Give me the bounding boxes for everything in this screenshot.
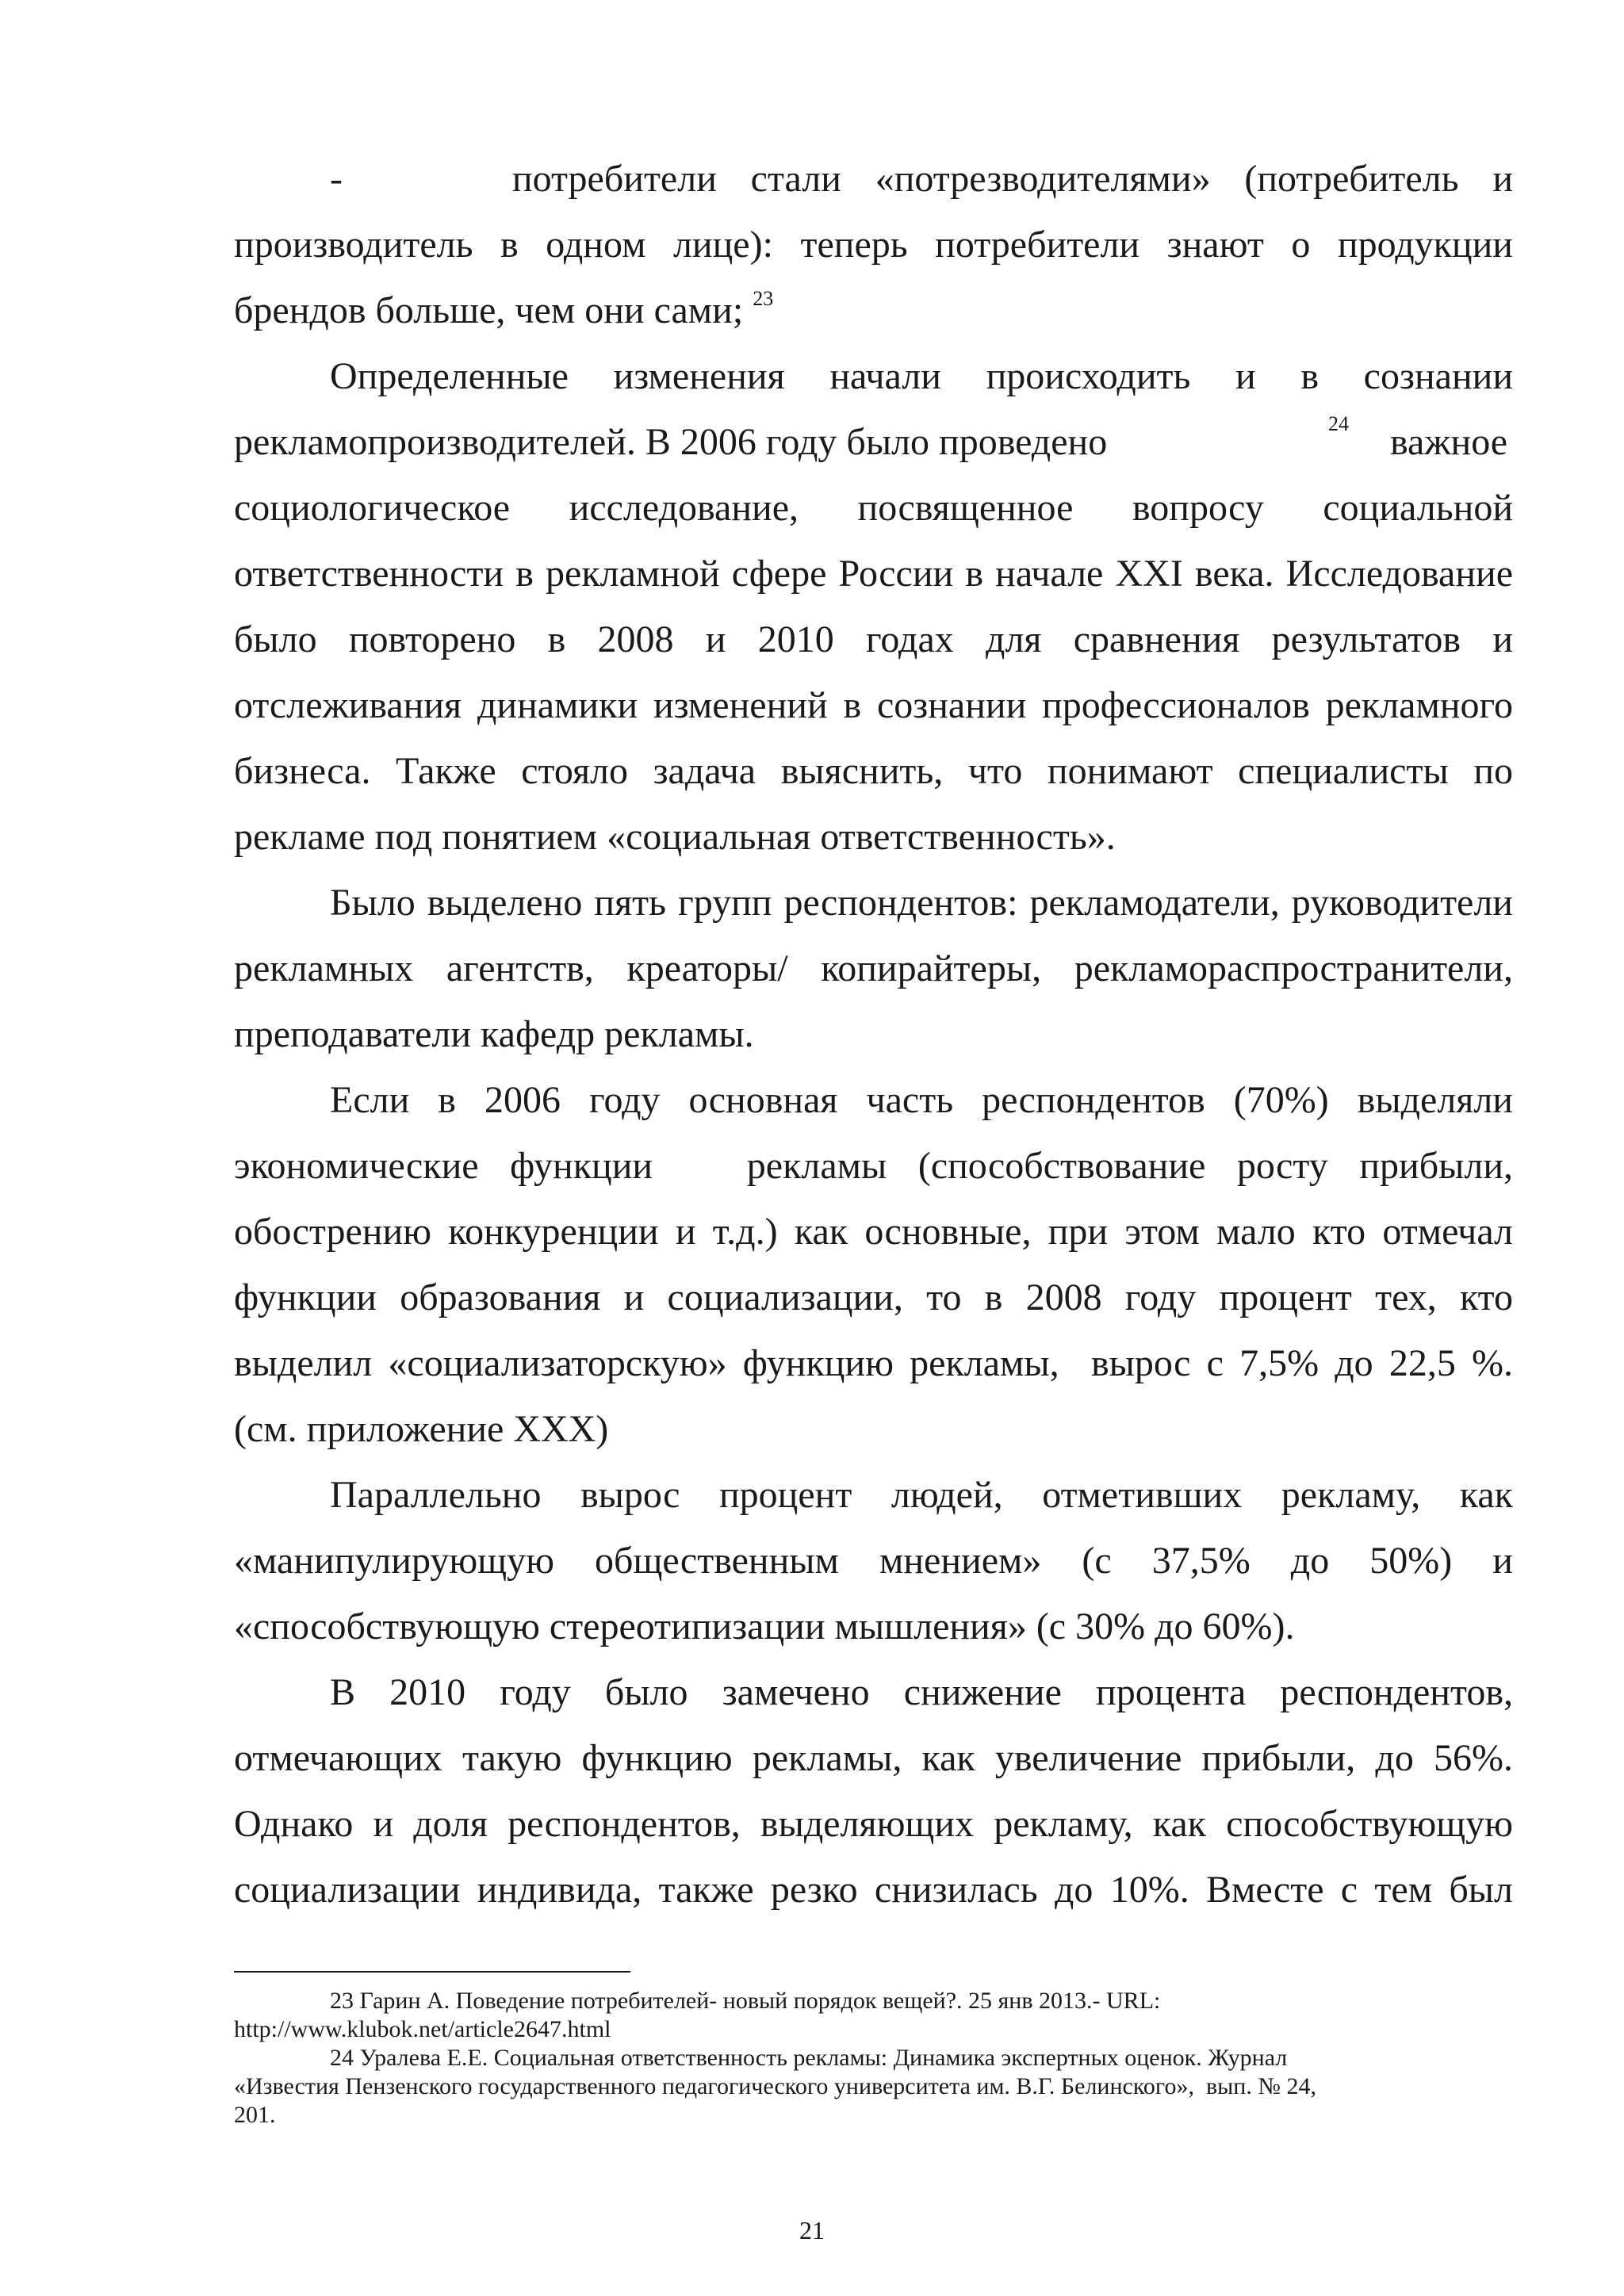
body-line: экономические функции рекламы (способствование росту прибыли,: [234, 1145, 1513, 1187]
body-line: В 2010 году было замечено снижение процента респондентов,: [330, 1671, 1513, 1713]
body-line: - потребители стали «потрезводителями» (потребитель и: [330, 158, 1513, 200]
body-line: «манипулирующую общественным мнением» (с 37,5% до 50%) и: [234, 1540, 1513, 1582]
body-line: рекламопроизводителей. В 2006 году было проведено: [234, 421, 1108, 463]
footnote-23-url: http://www.klubok.net/article2647.html: [234, 2016, 611, 2042]
footnote-ref-23: 23: [753, 287, 774, 310]
footnote-24-cont: «Известия Пензенского государственного педагогического университета им. В.Г. Белинского», вып. № 24,: [234, 2073, 1316, 2099]
body-line: рекламе под понятием «социальная ответственность».: [234, 816, 1116, 858]
body-line: [234, 287, 1513, 335]
body-line: Определенные изменения начали происходить и в сознании: [330, 355, 1513, 397]
page-number: 21: [799, 2216, 825, 2244]
body-line: функции образования и социализации, то в 2008 году процент тех, кто: [234, 1276, 1513, 1318]
body-line: было повторено в 2008 и 2010 годах для сравнения результатов и: [234, 618, 1513, 660]
body-line: отмечающих такую функцию рекламы, как увеличение прибыли, до 56%.: [234, 1737, 1513, 1779]
body-line: Однако и доля респондентов, выделяющих рекламу, как способствующую: [234, 1803, 1513, 1845]
body-line-text: брендов больше, чем они сами;: [234, 289, 744, 331]
body-line: важное: [1390, 421, 1508, 463]
footnote-24: 24 Уралева Е.Е. Социальная ответственность рекламы: Динамика экспертных оценок. Журнал: [330, 2045, 1288, 2071]
body-line: Если в 2006 году основная часть респондентов (70%) выделяли: [330, 1079, 1513, 1121]
body-line: обострению конкуренции и т.д.) как основные, при этом мало кто отмечал: [234, 1211, 1513, 1253]
footnote-ref-24: 24: [1328, 412, 1349, 435]
body-line: «способствующую стереотипизации мышления» (с 30% до 60%).: [234, 1605, 1295, 1647]
body-line: производитель в одном лице): теперь потребители знают о продукции: [234, 224, 1513, 266]
footnote-separator: [234, 1971, 630, 1973]
body-line: социологическое исследование, посвященное вопросу социальной: [234, 487, 1513, 529]
body-line: выделил «социализаторскую» функцию рекламы, вырос с 7,5% до 22,5 %.: [234, 1342, 1513, 1384]
body-line: преподаватели кафедр рекламы.: [234, 1013, 754, 1055]
footnote-23: 23 Гарин А. Поведение потребителей- новый порядок вещей?. 25 янв 2013.- URL:: [330, 1988, 1161, 2014]
body-line: (см. приложение XXX): [234, 1408, 609, 1450]
body-line: ответственности в рекламной сфере России в начале XXI века. Исследование: [234, 553, 1513, 595]
body-line: социализации индивида, также резко снизилась до 10%. Вместе с тем был: [234, 1869, 1513, 1911]
body-line: отслеживания динамики изменений в сознании профессионалов рекламного: [234, 684, 1513, 726]
body-line: бизнеса. Также стояло задача выяснить, что понимают специалисты по: [234, 750, 1513, 792]
body-line: Параллельно вырос процент людей, отметивших рекламу, как: [330, 1474, 1513, 1516]
footnote-24-cont: 201.: [234, 2102, 276, 2128]
body-line: Было выделено пять групп респондентов: рекламодатели, руководители: [330, 882, 1513, 924]
body-line: рекламных агентств, креаторы/ копирайтеры, рекламораспространители,: [234, 947, 1513, 989]
